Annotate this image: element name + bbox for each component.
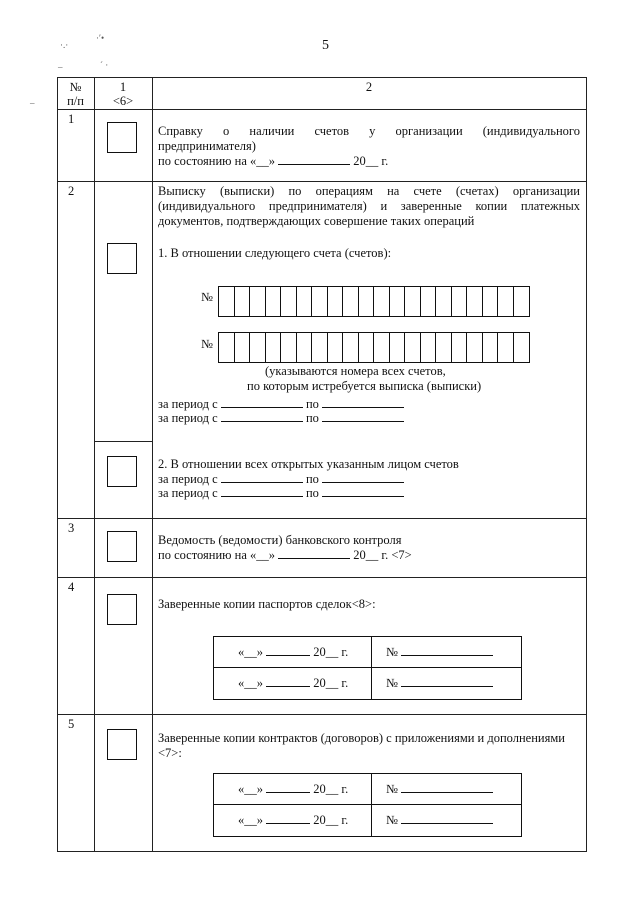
account-number-grid[interactable] bbox=[218, 332, 530, 363]
period-from-label: за период с bbox=[158, 397, 221, 411]
row3-date-prefix: по состоянию на «__» bbox=[158, 548, 279, 562]
table-border-left bbox=[57, 77, 58, 852]
row1-checkbox[interactable] bbox=[107, 122, 137, 153]
account-note-line1: (указываются номера всех счетов, bbox=[265, 364, 446, 378]
date-suffix: 20__ г. bbox=[310, 676, 349, 690]
row5-text-line2: <7>: bbox=[158, 746, 182, 760]
row3-text-line1: Ведомость (ведомости) банковского контроля bbox=[158, 533, 402, 547]
date-blank[interactable] bbox=[278, 548, 350, 559]
passports-subtable bbox=[213, 636, 522, 700]
table-border-right bbox=[586, 77, 587, 852]
row4-checkbox[interactable] bbox=[107, 594, 137, 625]
period-to-label: по bbox=[302, 486, 323, 500]
subtable-number-cell bbox=[386, 668, 493, 699]
row-number: 1 bbox=[68, 112, 75, 126]
row2-text-line2: (индивидуального предпринимателя) и заверенные копии платежных bbox=[158, 199, 580, 213]
row2-checkbox-all-accounts[interactable] bbox=[107, 456, 137, 487]
table-row-divider bbox=[57, 518, 587, 519]
period-line bbox=[158, 486, 404, 501]
scan-mark: – bbox=[30, 98, 35, 108]
contracts-subtable bbox=[213, 773, 522, 837]
header-col-num: № bbox=[69, 80, 82, 94]
scan-mark: ·.· bbox=[60, 40, 69, 50]
row2-sub2-title: 2. В отношении всех открытых указанным лицом счетов bbox=[158, 457, 459, 471]
date-suffix: 20__ г. bbox=[310, 813, 349, 827]
subtable-number-cell bbox=[386, 805, 493, 836]
page-number: 5 bbox=[322, 38, 329, 53]
number-blank[interactable] bbox=[401, 782, 493, 793]
period-from-blank[interactable] bbox=[221, 486, 303, 497]
row1-date-suffix: 20__ г. bbox=[350, 154, 389, 168]
row1-date-line bbox=[158, 154, 388, 169]
table-col-divider bbox=[152, 77, 153, 852]
row3-date-line bbox=[158, 548, 412, 563]
period-to-label: по bbox=[302, 411, 323, 425]
table-border-bottom bbox=[57, 851, 587, 852]
date-blank[interactable] bbox=[278, 154, 350, 165]
number-blank[interactable] bbox=[401, 813, 493, 824]
number-blank[interactable] bbox=[401, 676, 493, 687]
date-suffix: 20__ г. bbox=[310, 645, 349, 659]
subtable-row bbox=[214, 805, 521, 836]
table-row-divider bbox=[57, 109, 587, 110]
subtable-date-cell bbox=[238, 805, 348, 836]
period-to-blank[interactable] bbox=[322, 472, 404, 483]
period-from-label: за период с bbox=[158, 486, 221, 500]
row5-text-line1: Заверенные копии контрактов (договоров) с приложениями и дополнениями bbox=[158, 731, 565, 745]
row2-text-line3: документов, подтверждающих совершение таких операций bbox=[158, 214, 475, 228]
account-label: № bbox=[201, 290, 213, 304]
subtable-date-cell bbox=[238, 637, 348, 668]
subtable-date-cell bbox=[238, 668, 348, 699]
date-prefix: «__» bbox=[238, 813, 267, 827]
scan-mark: – bbox=[58, 62, 63, 72]
period-from-blank[interactable] bbox=[221, 397, 303, 408]
table-border-top bbox=[57, 77, 587, 78]
account-note-line2: по которым истребуется выписка (выписки) bbox=[247, 379, 482, 393]
number-label: № bbox=[386, 645, 402, 659]
period-to-blank[interactable] bbox=[322, 486, 404, 497]
period-to-blank[interactable] bbox=[322, 397, 404, 408]
header-col1: 1 bbox=[119, 80, 127, 94]
number-label: № bbox=[386, 782, 402, 796]
row2-checkbox-accounts[interactable] bbox=[107, 243, 137, 274]
table-row-divider bbox=[57, 714, 587, 715]
date-blank[interactable] bbox=[266, 782, 310, 793]
subtable-date-cell bbox=[238, 774, 348, 805]
period-line bbox=[158, 397, 404, 412]
row1-text-line2: предпринимателя) bbox=[158, 139, 256, 153]
period-line bbox=[158, 472, 404, 487]
date-blank[interactable] bbox=[266, 645, 310, 656]
row5-checkbox[interactable] bbox=[107, 729, 137, 760]
period-from-label: за период с bbox=[158, 411, 221, 425]
date-prefix: «__» bbox=[238, 645, 267, 659]
period-to-blank[interactable] bbox=[322, 411, 404, 422]
row-number: 4 bbox=[68, 580, 75, 594]
row3-date-suffix: 20__ г. <7> bbox=[350, 548, 412, 562]
scan-mark: ·′• bbox=[96, 33, 105, 43]
scan-mark: ´ · bbox=[100, 60, 109, 70]
header-col1-sub: <6> bbox=[112, 94, 134, 108]
row2-sub1-title: 1. В отношении следующего счета (счетов): bbox=[158, 246, 392, 260]
number-blank[interactable] bbox=[401, 645, 493, 656]
date-prefix: «__» bbox=[238, 782, 267, 796]
header-col2: 2 bbox=[365, 80, 373, 94]
row-number: 5 bbox=[68, 717, 75, 731]
subtable-row bbox=[214, 668, 521, 699]
period-line bbox=[158, 411, 404, 426]
period-from-blank[interactable] bbox=[221, 411, 303, 422]
row2-text-line1: Выписку (выписки) по операциям на счете (счетах) организации bbox=[158, 184, 580, 198]
subtable-number-cell bbox=[386, 774, 493, 805]
number-label: № bbox=[386, 676, 402, 690]
row3-checkbox[interactable] bbox=[107, 531, 137, 562]
row-number: 2 bbox=[68, 184, 75, 198]
row1-date-prefix: по состоянию на «__» bbox=[158, 154, 279, 168]
row4-text-line1: Заверенные копии паспортов сделок<8>: bbox=[158, 597, 376, 611]
table-cell-divider bbox=[94, 441, 152, 442]
period-from-blank[interactable] bbox=[221, 472, 303, 483]
number-label: № bbox=[386, 813, 402, 827]
table-col-divider bbox=[94, 77, 95, 852]
table-row-divider bbox=[57, 577, 587, 578]
date-suffix: 20__ г. bbox=[310, 782, 349, 796]
table-row-divider bbox=[57, 181, 587, 182]
period-from-label: за период с bbox=[158, 472, 221, 486]
account-label: № bbox=[201, 337, 213, 351]
date-prefix: «__» bbox=[238, 676, 267, 690]
period-to-label: по bbox=[302, 472, 323, 486]
subtable-row bbox=[214, 774, 521, 805]
date-blank[interactable] bbox=[266, 676, 310, 687]
date-blank[interactable] bbox=[266, 813, 310, 824]
row-number: 3 bbox=[68, 521, 75, 535]
subtable-number-cell bbox=[386, 637, 493, 668]
subtable-row bbox=[214, 637, 521, 668]
period-to-label: по bbox=[302, 397, 323, 411]
account-number-grid[interactable] bbox=[218, 286, 530, 317]
header-col-num-sub: п/п bbox=[67, 94, 84, 108]
row1-text-line1: Справку о наличии счетов у организации (индивидуального bbox=[158, 124, 580, 138]
